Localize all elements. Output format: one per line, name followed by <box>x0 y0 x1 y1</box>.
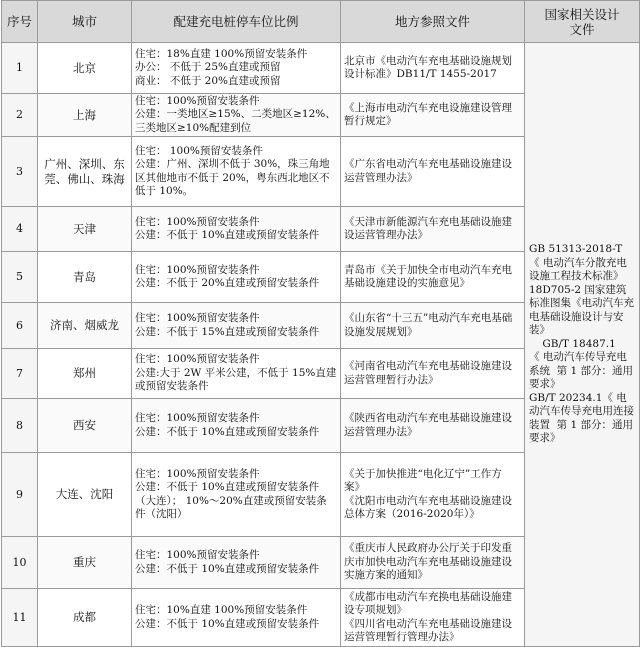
row-ratio-text: 住宅：100%预留安装条件 公建：不低于 10%直建或预留安装条件（大连）； 10%～20%直建或预留安装条件（沈阳） <box>135 467 327 520</box>
row-ratio <box>132 252 341 303</box>
row-ratio-text: 住宅：18%直建 100%预留安装条件 办公： 不低于 25%直建或预留 商业： 不低于 20%直建或预留 <box>135 47 308 87</box>
row-local-doc <box>341 399 525 453</box>
row-local-doc <box>341 94 525 137</box>
row-seq: 8 <box>2 399 38 453</box>
row-local-doc-text: 《河南省电动汽车充电基础设施建设运营管理暂行办法》 <box>344 360 512 386</box>
row-ratio-text: 住宅：100%预留安装条件 公建：不低于 15%直建或预留安装条件 <box>135 312 320 338</box>
header-seq: 序号 <box>2 1 38 43</box>
row-seq: 3 <box>2 137 38 207</box>
row-local-doc-text: 《山东省“十三五”电动汽车充电基础设施发展规划》 <box>344 312 513 338</box>
header-national-docs <box>525 1 640 43</box>
header-city: 城市 <box>38 1 132 43</box>
row-local-doc <box>341 137 525 207</box>
header-ratio: 配建充电桩停车位比例 <box>132 1 341 43</box>
row-local-doc-text: 《关于加快推进“电化辽宁”工作方案》 《沈阳市电动汽车充电基础设施建设总体方案（2016-2020年）》 <box>344 467 512 520</box>
row-local-doc <box>341 537 525 589</box>
row-city: 上海 <box>38 94 132 137</box>
row-city: 成都 <box>38 589 132 647</box>
row-ratio <box>132 537 341 589</box>
row-local-doc <box>341 43 525 94</box>
row-ratio <box>132 453 341 537</box>
header-national-docs-text: 国家相关设计 文件 <box>544 6 620 37</box>
row-seq: 9 <box>2 453 38 537</box>
row-ratio <box>132 589 341 647</box>
row-ratio-text: 住宅：10%直建 100%预留安装条件 公建：不低于 10%直建或预留安装条件 <box>135 604 320 630</box>
row-local-doc-text: 《陕西省电动汽车充电基础设施建设运营管理办法》 <box>344 412 512 438</box>
row-ratio-text: 住宅：100%预留安装条件 公建：一类地区≥15%、二类地区≥12%、三类地区≥10%配建到位 <box>135 94 336 134</box>
row-local-doc-text: 《成都市电动汽车充换电基础设施建设专项规划》 《四川省电动汽车充电基础设施建设运营管理暂行管理办法》 <box>344 590 512 643</box>
row-city: 大连、沈阳 <box>38 453 132 537</box>
row-local-doc-text: 《天津市新能源汽车充电基础设施建设运营管理办法》 <box>344 215 512 241</box>
row-ratio <box>132 349 341 399</box>
row-seq: 6 <box>2 303 38 349</box>
row-ratio <box>132 137 341 207</box>
row-local-doc <box>341 349 525 399</box>
row-city: 天津 <box>38 207 132 252</box>
row-ratio-text: 住宅：100%预留安装条件 公建:大于 2W 平米公建，不低于 15%直建或预留安装条件 <box>135 353 337 393</box>
row-seq: 2 <box>2 94 38 137</box>
row-city: 北京 <box>38 43 132 94</box>
charging-pile-ratio-table <box>1 0 640 647</box>
row-local-doc <box>341 252 525 303</box>
row-local-doc <box>341 303 525 349</box>
table-row <box>2 43 640 94</box>
national-docs-text: GB 51313-2018-T 《 电动汽车分散充电设施工程技术标准》 18D705-2 国家建筑标准图集《电动汽车充电基础设施设计与安装》 GB/T 18487.1 《 电动汽车传导充电系统 第 1 部分：通用要求》 GB/T 20234.1《 电动汽车传导充电用连接装置 第 1 部分：通用要求》 <box>529 243 634 445</box>
row-city: 重庆 <box>38 537 132 589</box>
row-local-doc-text: 《广东省电动汽车充电基础设施建设运营管理办法》 <box>344 158 512 184</box>
header-local-docs: 地方参照文件 <box>341 1 525 43</box>
row-ratio <box>132 399 341 453</box>
row-seq: 4 <box>2 207 38 252</box>
row-local-doc <box>341 207 525 252</box>
row-local-doc-text: 《重庆市人民政府办公厅关于印发重庆市加快电动汽车充电基础设施建设实施方案的通知》 <box>344 542 512 582</box>
row-local-doc-text: 青岛市《关于加快全市电动汽车充电基础设施建设的实施意见》 <box>344 263 512 289</box>
row-ratio-text: 住宅：100%预留安装条件 公建：不低于 20%直建或预留安装条件 <box>135 263 320 289</box>
row-city: 广州、深圳、东莞、佛山、珠海 <box>38 137 132 207</box>
row-ratio <box>132 43 341 94</box>
row-ratio-text: 住宅：100%预留安装条件 公建：不低于 10%直建或预留安装条件 <box>135 215 320 241</box>
row-ratio-text: 住宅：100%预留安装条件 公建：不低于 10%直建或预留安装条件 <box>135 412 320 438</box>
row-seq: 10 <box>2 537 38 589</box>
row-local-doc <box>341 589 525 647</box>
row-city: 济南、烟威龙 <box>38 303 132 349</box>
row-ratio-text: 住宅：100%预留安装条件 公建：不低于 10%直建或预留安装条件 <box>135 549 320 575</box>
row-city: 青岛 <box>38 252 132 303</box>
row-ratio <box>132 303 341 349</box>
national-docs-cell <box>525 43 640 647</box>
header-row <box>2 1 640 43</box>
row-ratio-text: 住宅： 100%预留安装条件 公建：广州、深圳不低于 30%，珠三角地区其他地市不低于 20%，粤东西北地区不低于 10%。 <box>135 144 330 197</box>
row-local-doc-text: 北京市《电动汽车充电基础设施规划设计标准》DB11/T 1455-2017 <box>344 54 512 80</box>
row-local-doc-text: 《上海市电动汽车充电设施建设管理暂行规定》 <box>344 101 512 127</box>
row-seq: 7 <box>2 349 38 399</box>
row-ratio <box>132 207 341 252</box>
row-local-doc <box>341 453 525 537</box>
row-seq: 1 <box>2 43 38 94</box>
row-city: 郑州 <box>38 349 132 399</box>
row-seq: 5 <box>2 252 38 303</box>
row-ratio <box>132 94 341 137</box>
row-seq: 11 <box>2 589 38 647</box>
row-city: 西安 <box>38 399 132 453</box>
